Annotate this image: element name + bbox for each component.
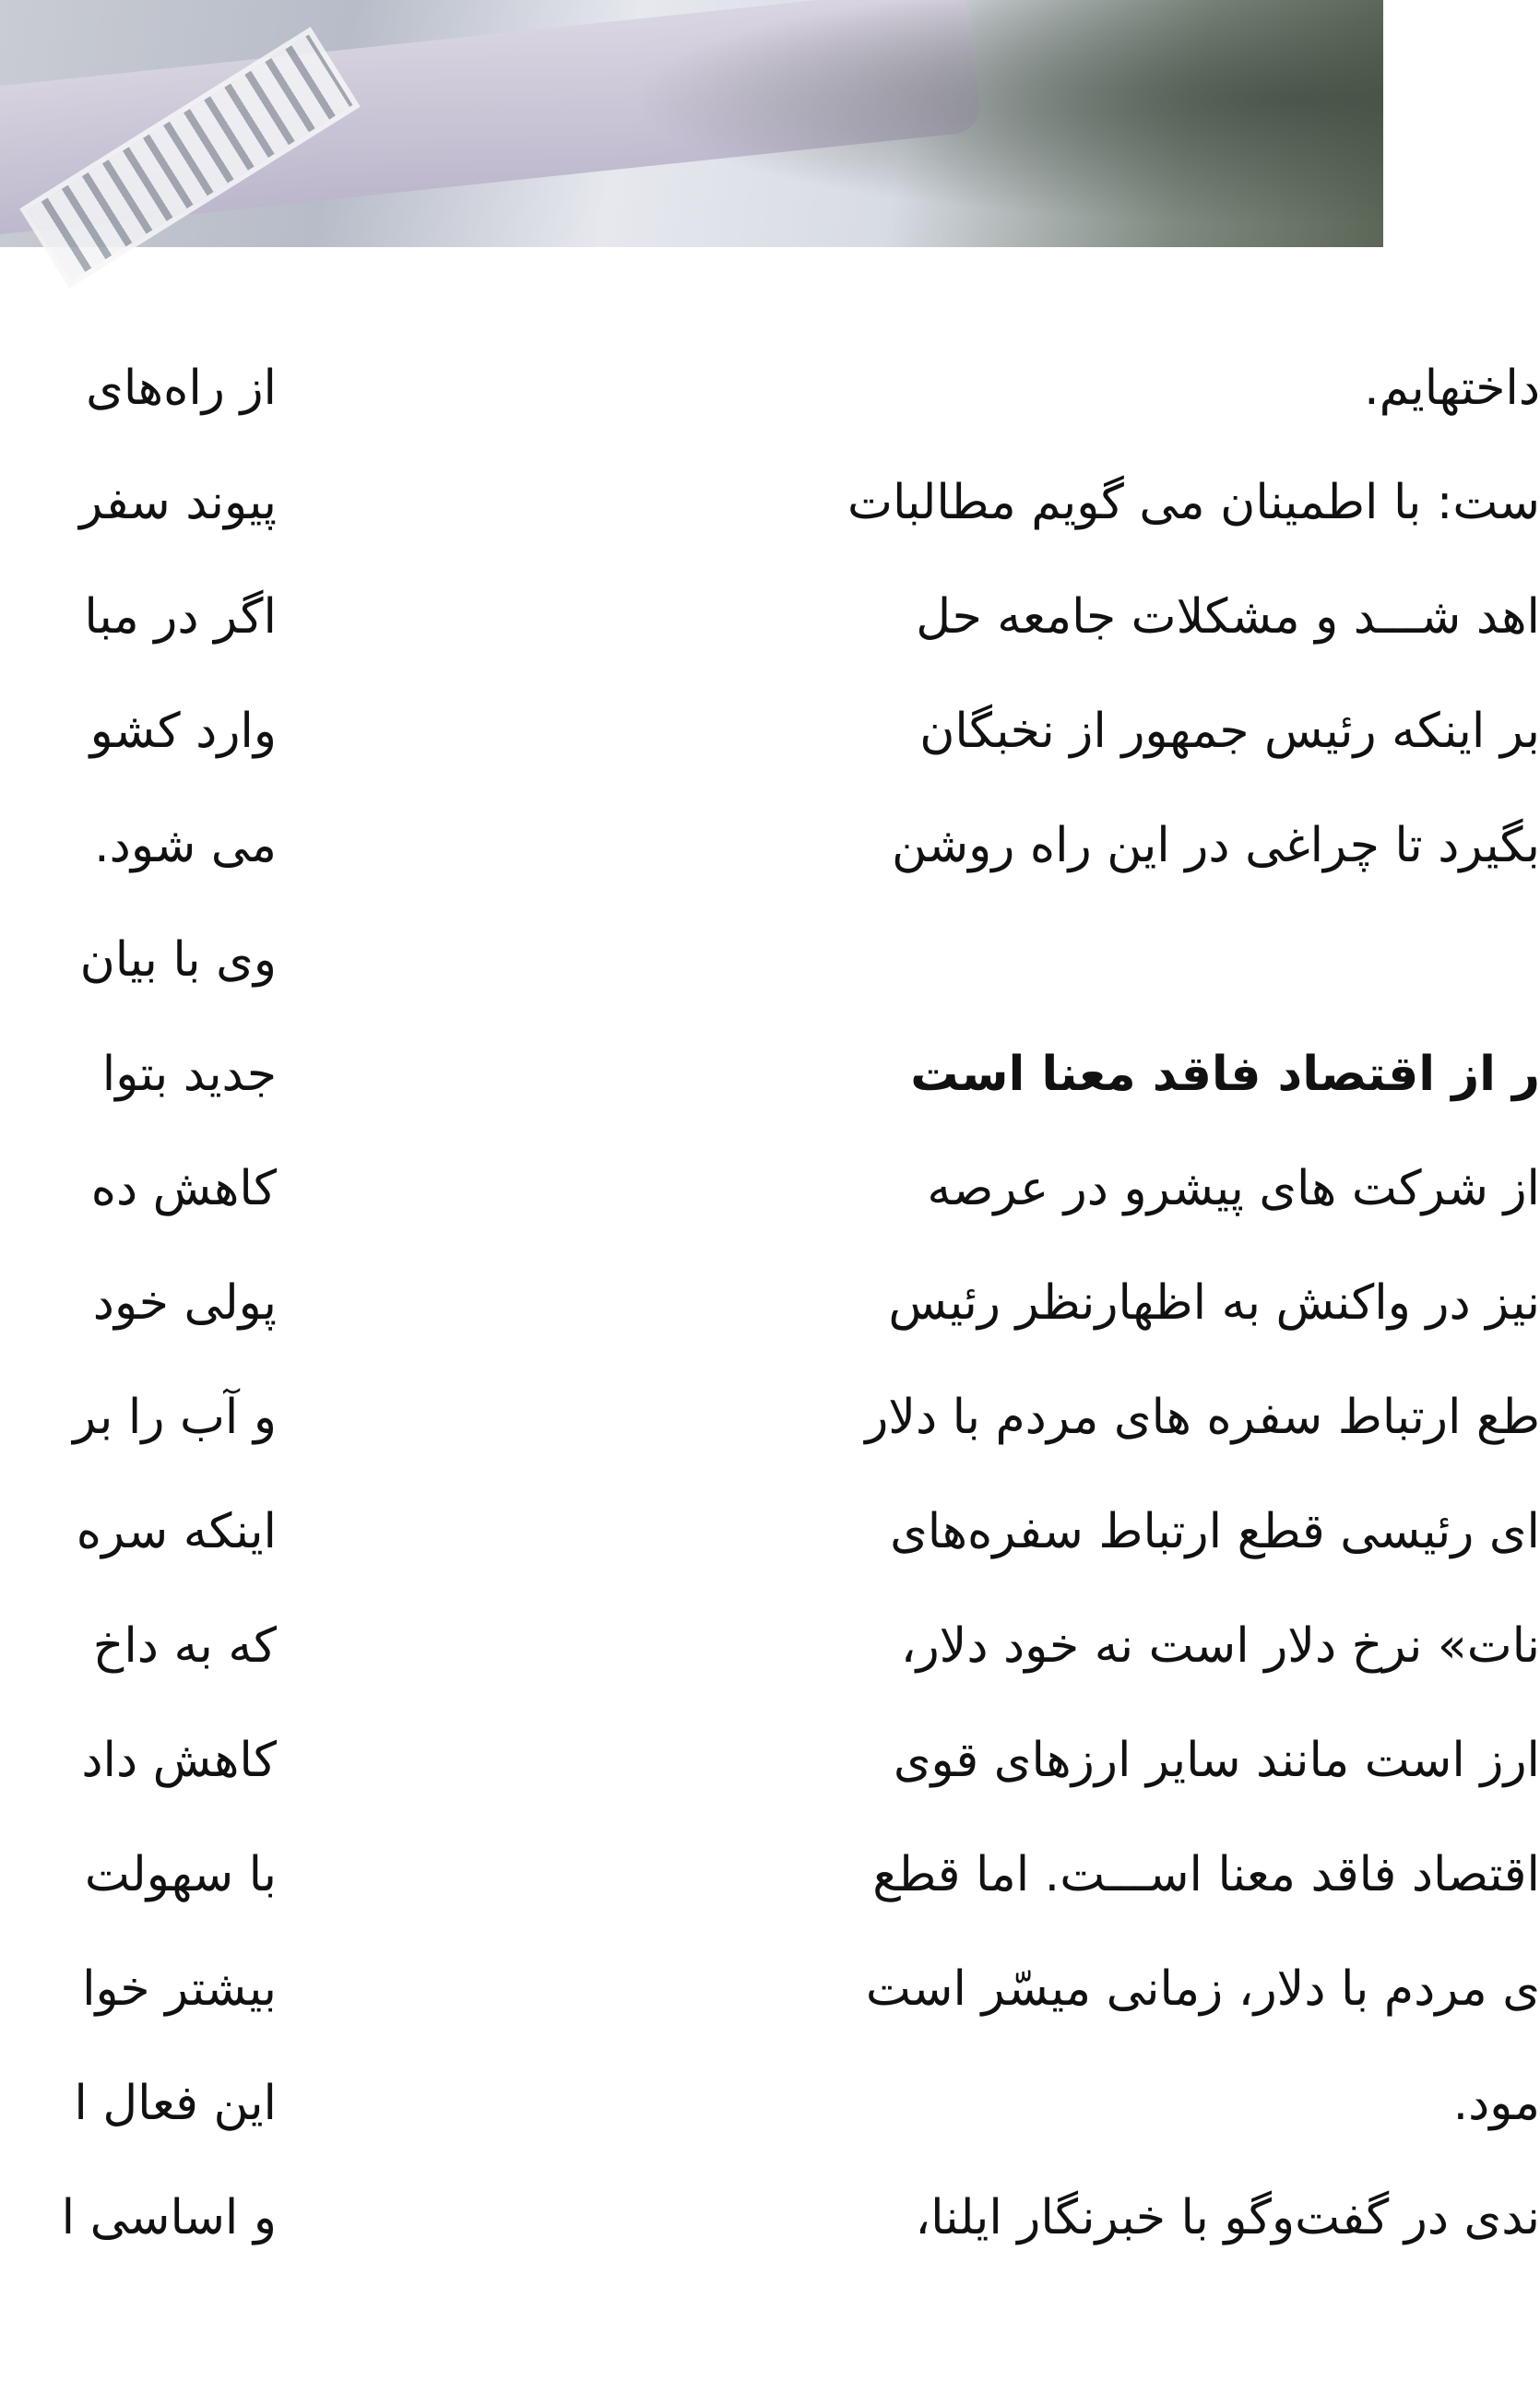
main-line-3: اهد شـــد و مشکلات جامعه حل [916, 589, 1540, 645]
side-line-4: وارد کشو [89, 704, 277, 759]
side-line-11: اینکه سره [76, 1504, 277, 1559]
side-line-9: پولی خود [92, 1275, 277, 1331]
side-line-1: از راه‌های [86, 361, 277, 416]
main-line-11: ای رئیسی قطع ارتباط سفره‌های [890, 1504, 1540, 1559]
main-line-10: طع ارتباط سفره های مردم با دلار [865, 1390, 1540, 1445]
side-line-8: کاهش ده [90, 1161, 277, 1216]
side-line-5: می شود. [94, 818, 277, 873]
main-line-4: بر اینکه رئیس جمهور از نخبگان [919, 704, 1540, 759]
main-line-17: ندی در گفت‌وگو با خبرنگار ایلنا، [915, 2190, 1540, 2245]
section-heading: ر از اقتصاد فاقد معنا است [910, 1047, 1540, 1102]
main-line-9: نیز در واکنش به اظهارنظر رئیس [888, 1275, 1540, 1331]
side-line-10: و آب را بر [73, 1390, 277, 1445]
side-line-2: پیوند سفر [79, 475, 277, 530]
main-line-14: اقتصاد فاقد معنا اســـت. اما قطع [872, 1847, 1540, 1902]
side-line-6: وی با بیان [79, 932, 277, 988]
main-line-13: ارز است مانند سایر ارزهای قوی [893, 1733, 1540, 1788]
main-line-1: داختهایم. [1364, 361, 1540, 416]
main-line-5: بگیرد تا چراغی در این راه روشن [892, 818, 1540, 873]
main-line-15: ی مردم با دلار، زمانی میسّر است [865, 1961, 1540, 2017]
main-line-2: ست: با اطمینان می گویم مطالبات [847, 475, 1540, 530]
main-line-16: مود. [1452, 2076, 1540, 2131]
side-line-3: اگر در مبا [84, 589, 277, 645]
side-column [0, 0, 286, 2381]
side-line-16: این فعال ا [74, 2076, 277, 2131]
main-line-12: نات» نرخ دلار است نه خود دلار، [900, 1618, 1540, 1674]
side-line-15: بیشتر خوا [82, 1961, 277, 2017]
side-line-13: کاهش داد [81, 1733, 277, 1788]
side-line-12: که به داخ [92, 1618, 277, 1674]
side-line-7: جدید بتوا [101, 1047, 277, 1102]
main-line-8: از شرکت های پیشرو در عرصه [927, 1161, 1540, 1216]
side-line-14: با سهولت [84, 1847, 277, 1902]
side-line-17: و اساسی ا [61, 2190, 277, 2245]
